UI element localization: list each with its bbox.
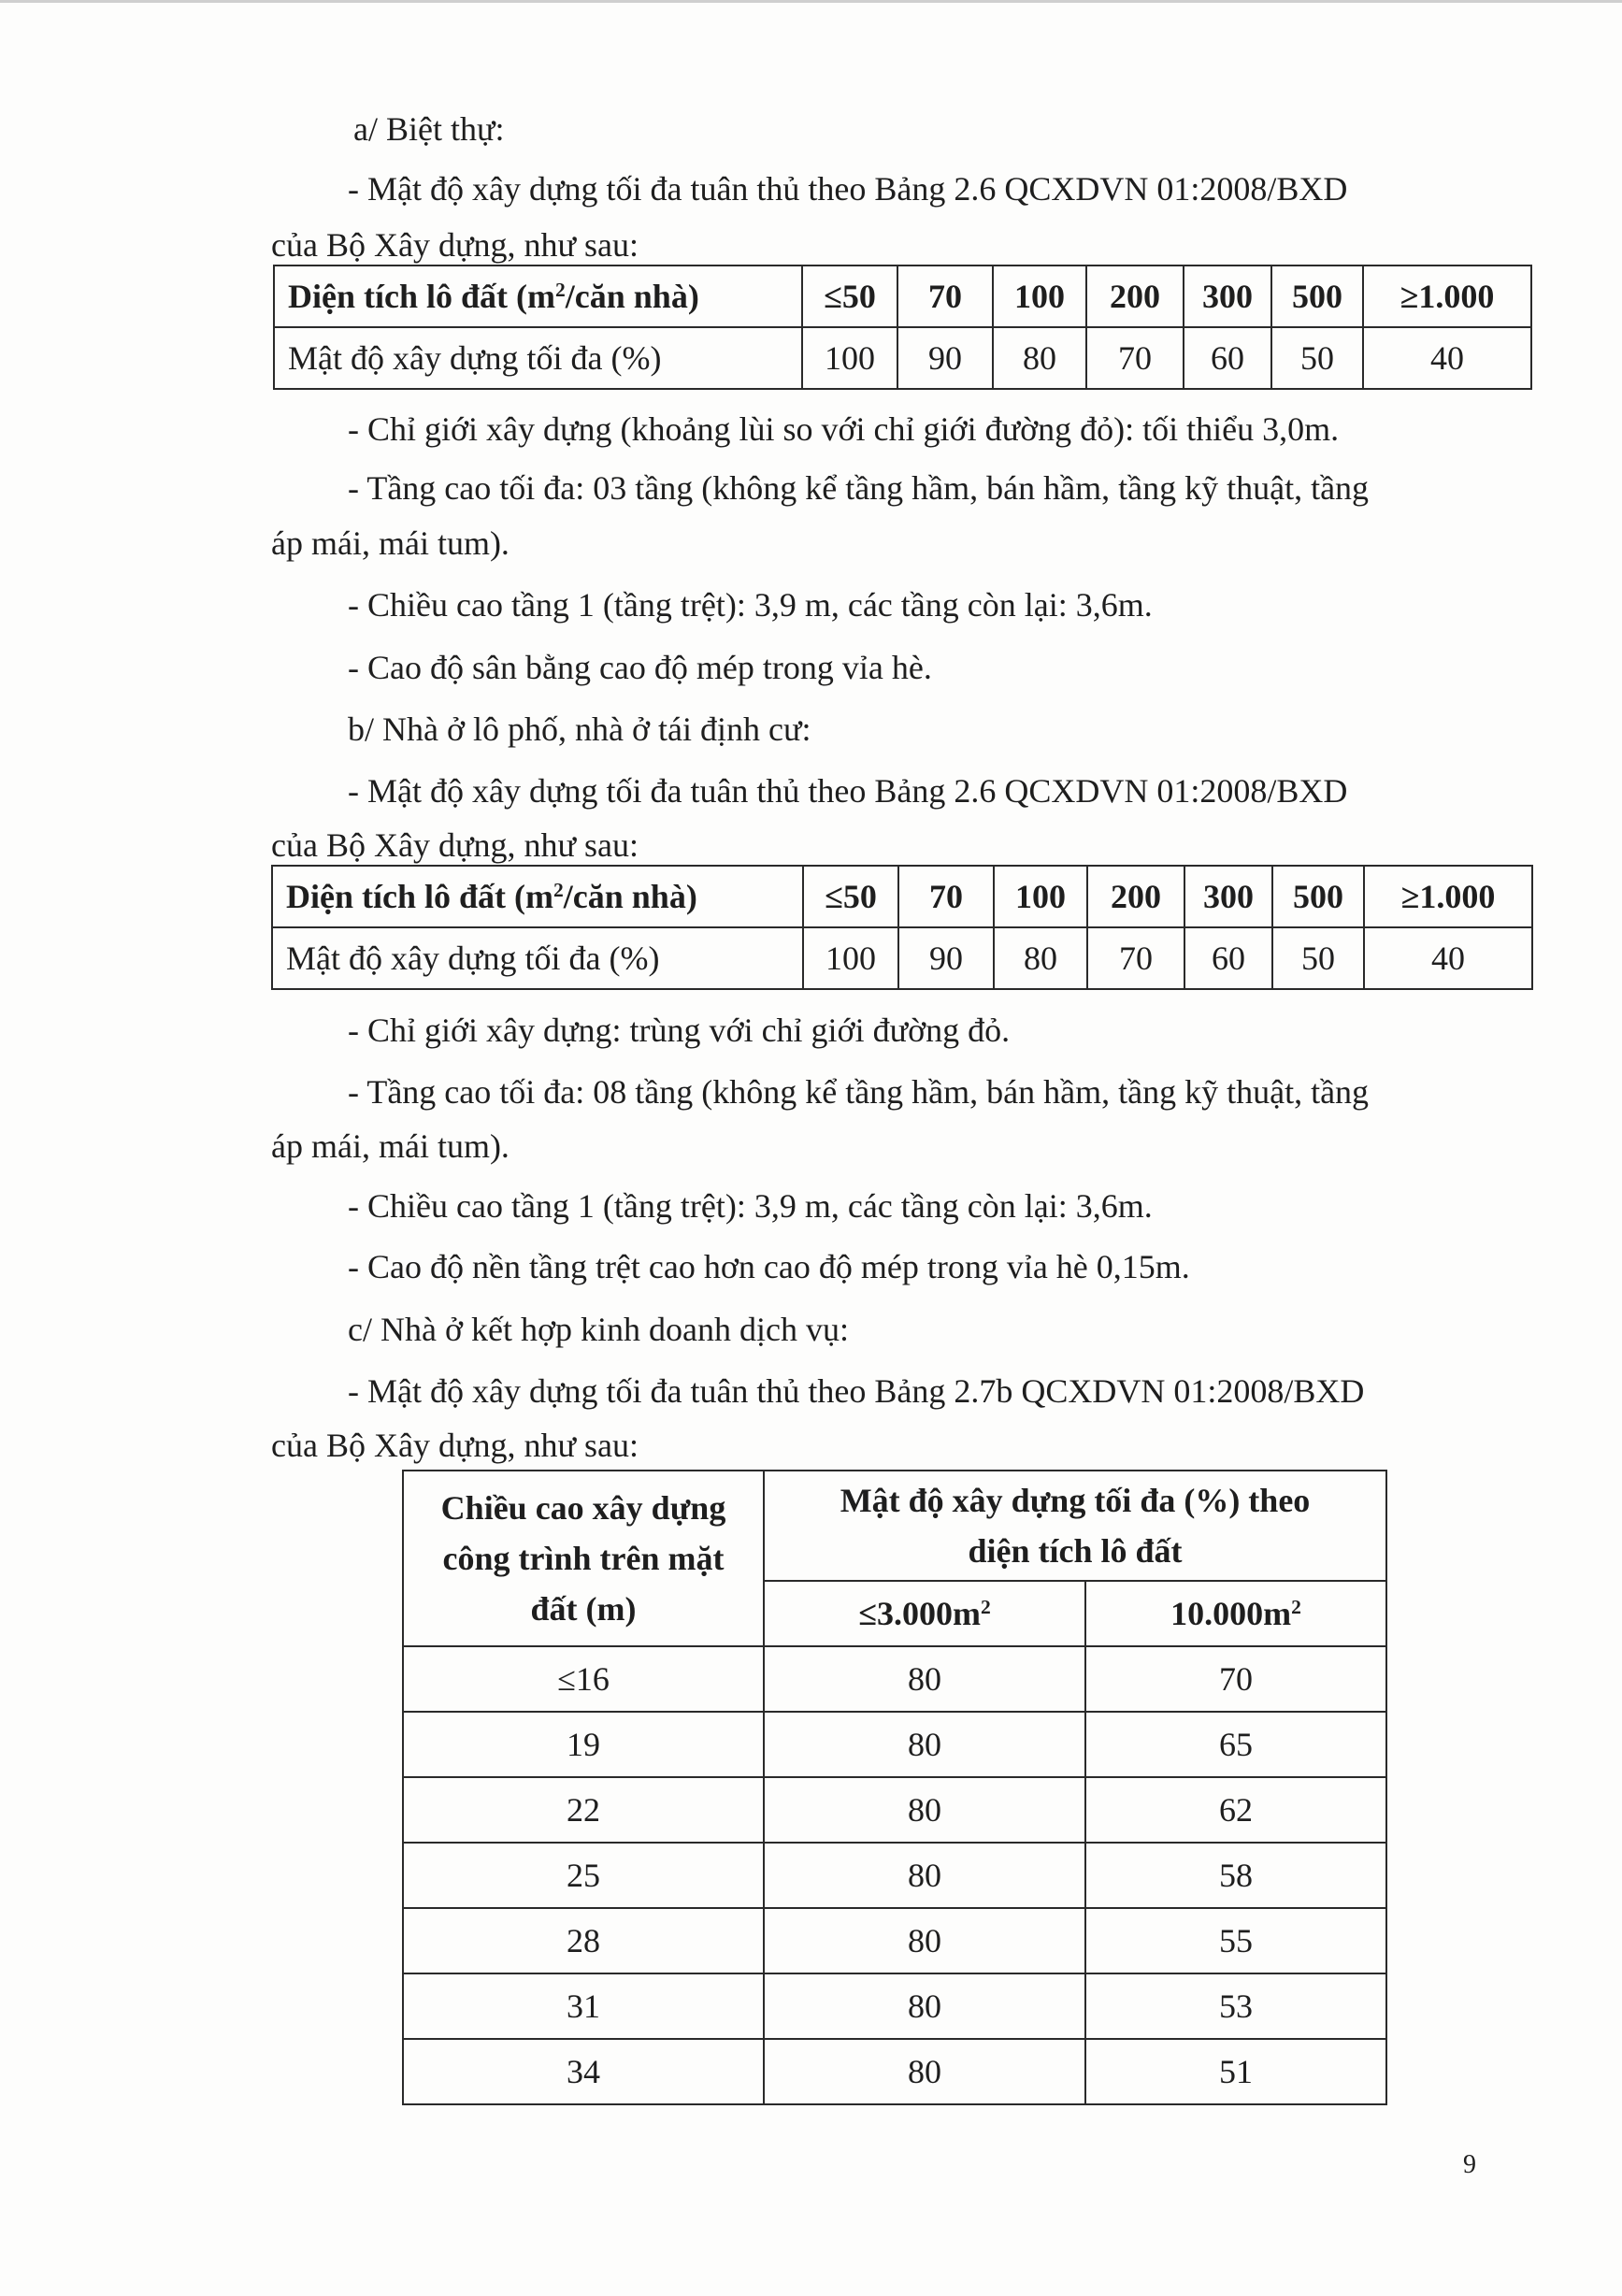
section-b-bullet-3: - Chiều cao tầng 1 (tầng trệt): 3,9 m, các tầng còn lại: 3,6m.	[348, 1187, 1153, 1225]
table-cell: 300	[1184, 866, 1272, 927]
subheader-3000m2: $\le 3.000m^2$	[764, 1581, 1085, 1646]
table-cell: 100	[802, 327, 897, 389]
table-cell: 70	[1086, 327, 1184, 389]
section-a-heading: a/ Biệt thự:	[353, 110, 505, 148]
table-cell: 80	[764, 1843, 1085, 1908]
table-cell: 80	[764, 1908, 1085, 1973]
section-a-intro-line-2: của Bộ Xây dựng, như sau:	[271, 226, 639, 264]
table-cell: 40	[1363, 327, 1531, 389]
table-cell: 100	[803, 927, 898, 989]
row-label-lot-area: Diện tích lô đất ($m^2$/căn nhà)	[274, 265, 802, 327]
table-cell: ≥1.000	[1363, 265, 1531, 327]
table-cell: 53	[1085, 1973, 1386, 2039]
row-label-density: Mật độ xây dựng tối đa (%)	[274, 327, 802, 389]
table-cell: 50	[1272, 927, 1364, 989]
table-cell: 500	[1271, 265, 1363, 327]
table-row-lot-area	[272, 866, 1532, 927]
table-cell: 100	[994, 866, 1087, 927]
table-row-density	[272, 927, 1532, 989]
section-c-intro-line-1: - Mật độ xây dựng tối đa tuân thủ theo Bảng 2.7b QCXDVN 01:2008/BXD	[348, 1372, 1365, 1410]
section-b-bullet-4: - Cao độ nền tầng trệt cao hơn cao độ mép trong vỉa hè 0,15m.	[348, 1248, 1190, 1285]
table-row-lot-area	[274, 265, 1531, 327]
table-row	[403, 1646, 1386, 1712]
table-cell: 70	[897, 265, 993, 327]
section-b-bullet-1: - Chỉ giới xây dựng: trùng với chỉ giới đường đỏ.	[348, 1012, 1011, 1049]
table-cell: 55	[1085, 1908, 1386, 1973]
table-cell: 90	[897, 327, 993, 389]
table-cell: 70	[1085, 1646, 1386, 1712]
table-cell: 80	[993, 327, 1086, 389]
table-cell: 34	[403, 2039, 764, 2104]
table-row	[403, 1777, 1386, 1843]
page-number: 9	[1463, 2150, 1476, 2179]
section-a-intro-line-1: - Mật độ xây dựng tối đa tuân thủ theo Bảng 2.6 QCXDVN 01:2008/BXD	[348, 170, 1348, 208]
header-max-density-group: Mật độ xây dựng tối đa (%) theo diện tích lô đất	[764, 1471, 1386, 1581]
section-b-bullet-2: - Tầng cao tối đa: 08 tầng (không kể tầng hầm, bán hầm, tầng kỹ thuật, tầng	[348, 1073, 1370, 1111]
table-cell: ≥1.000	[1364, 866, 1532, 927]
table-cell: 60	[1184, 927, 1272, 989]
table-row	[403, 1712, 1386, 1777]
section-a-bullet-1: - Chỉ giới xây dựng (khoảng lùi so với chỉ giới đường đỏ): tối thiểu 3,0m.	[348, 410, 1340, 448]
table-cell: 65	[1085, 1712, 1386, 1777]
table-row	[403, 1843, 1386, 1908]
section-b-intro-line-2: của Bộ Xây dựng, như sau:	[271, 826, 639, 864]
table-cell: 70	[898, 866, 994, 927]
table-cell: ≤16	[403, 1646, 764, 1712]
table-cell: 40	[1364, 927, 1532, 989]
table-cell: 51	[1085, 2039, 1386, 2104]
subheader-10000m2: $10.000m^2$	[1085, 1581, 1386, 1646]
table-cell: 80	[764, 1777, 1085, 1843]
section-a-bullet-2-cont: áp mái, mái tum).	[271, 524, 510, 562]
table-row	[403, 1973, 1386, 2039]
table-cell: 31	[403, 1973, 764, 2039]
section-a-bullet-3: - Chiều cao tầng 1 (tầng trệt): 3,9 m, các tầng còn lại: 3,6m.	[348, 586, 1153, 624]
table-cell: 62	[1085, 1777, 1386, 1843]
table-cell: 200	[1087, 866, 1184, 927]
table-cell: 200	[1086, 265, 1184, 327]
table-cell: 22	[403, 1777, 764, 1843]
table-row	[403, 2039, 1386, 2104]
table-cell: 80	[764, 1973, 1085, 2039]
table-row	[403, 1908, 1386, 1973]
section-c-heading: c/ Nhà ở kết hợp kinh doanh dịch vụ:	[348, 1311, 849, 1348]
table-cell: 70	[1087, 927, 1184, 989]
table-cell: 50	[1271, 327, 1363, 389]
table-cell: 80	[764, 1646, 1085, 1712]
table-cell: 80	[764, 1712, 1085, 1777]
section-b-intro-line-1: - Mật độ xây dựng tối đa tuân thủ theo Bảng 2.6 QCXDVN 01:2008/BXD	[348, 772, 1348, 810]
table-cell: ≤50	[803, 866, 898, 927]
section-c-intro-line-2: của Bộ Xây dựng, như sau:	[271, 1427, 639, 1464]
row-label-density: Mật độ xây dựng tối đa (%)	[272, 927, 803, 989]
table-cell: 58	[1085, 1843, 1386, 1908]
table-cell: 60	[1184, 327, 1271, 389]
table-cell: 25	[403, 1843, 764, 1908]
table-cell: 19	[403, 1712, 764, 1777]
section-b-bullet-2-cont: áp mái, mái tum).	[271, 1127, 510, 1165]
table-header-row	[403, 1471, 1386, 1581]
table-cell: 100	[993, 265, 1086, 327]
section-a-density-table	[273, 265, 1532, 390]
row-label-lot-area: Diện tích lô đất ($m^2$/căn nhà)	[272, 866, 803, 927]
table-cell: 300	[1184, 265, 1271, 327]
header-building-height: Chiều cao xây dựng công trình trên mặt đất (m)	[403, 1471, 764, 1646]
table-cell: 80	[994, 927, 1087, 989]
scan-top-border	[0, 0, 1622, 3]
table-cell: 500	[1272, 866, 1364, 927]
table-row-density	[274, 327, 1531, 389]
section-a-bullet-4: - Cao độ sân bằng cao độ mép trong vỉa hè.	[348, 649, 932, 686]
table-cell: 90	[898, 927, 994, 989]
table-cell: ≤50	[802, 265, 897, 327]
section-b-density-table	[271, 865, 1533, 990]
table-cell: 28	[403, 1908, 764, 1973]
section-a-bullet-2: - Tầng cao tối đa: 03 tầng (không kể tầng hầm, bán hầm, tầng kỹ thuật, tầng	[348, 469, 1370, 507]
section-c-height-density-table	[402, 1470, 1387, 2105]
section-b-heading: b/ Nhà ở lô phố, nhà ở tái định cư:	[348, 710, 811, 748]
table-cell: 80	[764, 2039, 1085, 2104]
